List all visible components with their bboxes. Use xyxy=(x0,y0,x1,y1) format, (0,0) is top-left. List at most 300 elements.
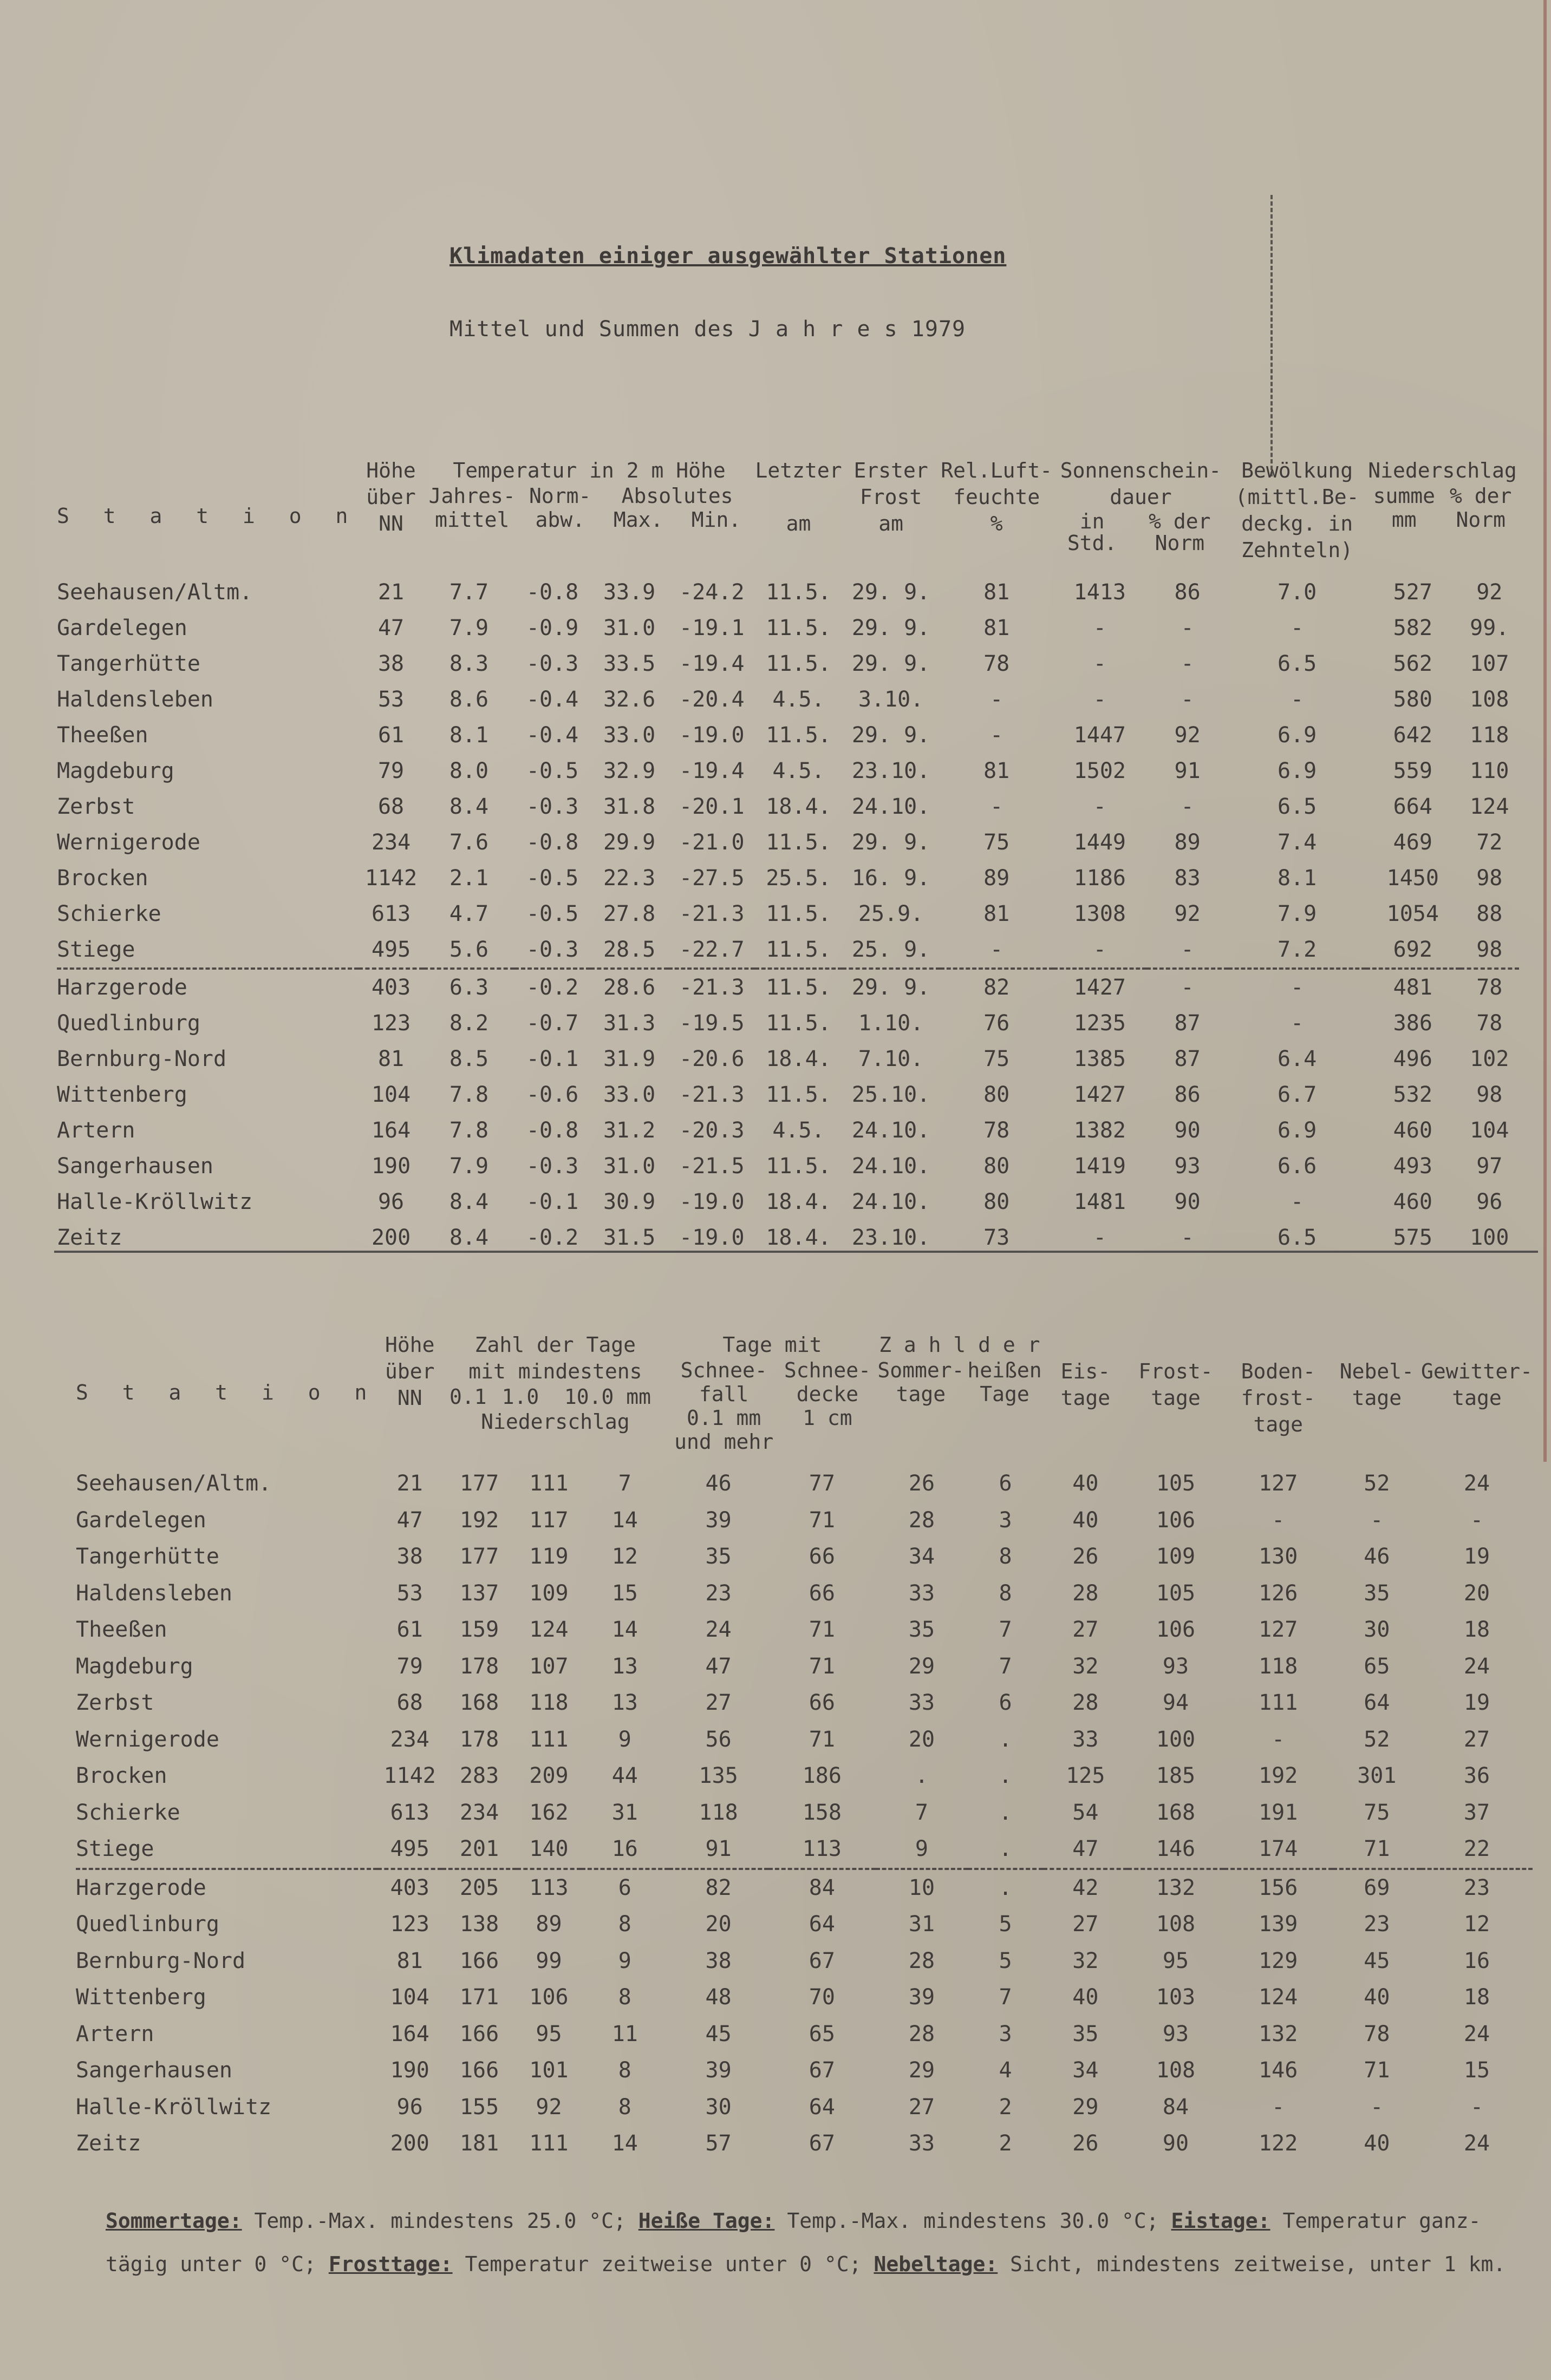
cell-n01: 159 xyxy=(459,1617,499,1642)
cell-fall: 57 xyxy=(705,2131,732,2156)
cell-bew: - xyxy=(1291,1011,1304,1036)
cell-abw: -0.4 xyxy=(526,723,579,748)
cell-n100: 8 xyxy=(618,2058,631,2083)
cell-heiss: 2 xyxy=(999,2094,1012,2120)
cell-eis: 47 xyxy=(1072,1836,1099,1861)
cell-n01: 177 xyxy=(459,1544,499,1569)
cell-min: -19.0 xyxy=(679,723,745,748)
cell-station: Harzgerode xyxy=(57,969,359,1005)
cell-std: 1385 xyxy=(1073,1047,1126,1071)
cell-frost: 108 xyxy=(1156,1912,1196,1937)
cell-pnorm: 92 xyxy=(1174,901,1201,926)
cell-eis: 42 xyxy=(1043,1869,1128,1907)
cell-eis: 40 xyxy=(1072,1471,1099,1496)
cell-pnorm: - xyxy=(1181,616,1194,640)
cell-erster: 29. 9. xyxy=(842,969,940,1005)
cell-letzter: 25.5. xyxy=(766,866,831,891)
cell-max: 31.8 xyxy=(603,794,656,819)
cell-n100: 14 xyxy=(611,2131,638,2156)
cell-n01: 283 xyxy=(459,1763,499,1788)
cell-hoehe: 61 xyxy=(377,723,405,748)
header-tage-mit-schnee: Tage mit Schnee- fall 0.1 mm und mehr Schnee- decke 1 cm xyxy=(674,1333,871,1454)
cell-fall: 35 xyxy=(705,1544,732,1569)
climate-table-annual xyxy=(57,457,1519,1256)
cell-min: -19.4 xyxy=(679,651,745,676)
cell-n10: 106 xyxy=(529,1985,569,2010)
cell-decke: 64 xyxy=(809,2094,835,2120)
cell-summe: 496 xyxy=(1393,1047,1432,1071)
cell-gew: 27 xyxy=(1463,1727,1490,1752)
cell-station: Zeitz xyxy=(76,2131,141,2156)
cell-sommer: 34 xyxy=(908,1544,935,1569)
cell-pnorm: - xyxy=(1181,687,1194,712)
cell-frost: 105 xyxy=(1156,1471,1196,1496)
cell-gew: 19 xyxy=(1463,1544,1490,1569)
cell-heiss: . xyxy=(999,1836,1012,1861)
cell-max: 33.0 xyxy=(603,723,656,748)
cell-hoehe: 68 xyxy=(396,1690,423,1715)
cell-mittel: 8.1 xyxy=(449,723,489,748)
cell-max: 32.6 xyxy=(603,687,656,712)
cell-n100: 13 xyxy=(611,1653,638,1679)
cell-letzter: 11.5. xyxy=(766,937,831,962)
cell-station: Wittenberg xyxy=(76,1985,206,2010)
header-station: S t a t i o n xyxy=(76,1381,378,1404)
cell-feuchte: 80 xyxy=(983,1154,1010,1179)
table-row xyxy=(57,860,1519,896)
cell-std: - xyxy=(1093,616,1106,640)
cell-feuchte: 75 xyxy=(983,830,1010,855)
cell-feuchte: 82 xyxy=(940,969,1053,1005)
cell-mittel: 8.4 xyxy=(449,794,489,819)
cell-erster: 24.10. xyxy=(851,794,930,819)
climate-table-days xyxy=(76,1332,1533,2162)
cell-decke: 71 xyxy=(809,1653,835,1679)
cell-bew: - xyxy=(1291,687,1304,712)
cell-letzter: 11.5. xyxy=(766,723,831,748)
cell-pnorm: 86 xyxy=(1174,1082,1201,1107)
cell-erster: 25.10. xyxy=(851,1082,930,1107)
cell-n10: 119 xyxy=(529,1544,569,1569)
cell-std: 1481 xyxy=(1073,1189,1126,1214)
cell-eis: 54 xyxy=(1072,1800,1099,1825)
dashed-vertical-rule xyxy=(1270,195,1275,476)
cell-hoehe: 495 xyxy=(371,937,411,962)
cell-boden: 111 xyxy=(1259,1690,1298,1715)
cell-bew: 6.5 xyxy=(1278,794,1317,819)
cell-n100: 16 xyxy=(611,1836,638,1861)
cell-sommer: 27 xyxy=(908,2094,935,2120)
table-row xyxy=(57,610,1519,646)
cell-decke: 66 xyxy=(809,1580,835,1606)
cell-n10: 111 xyxy=(529,1471,569,1496)
cell-station: Schierke xyxy=(76,1800,180,1825)
header-nebeltage: Nebel- tage xyxy=(1339,1359,1414,1410)
header-bewoelkung: Bewölkung (mittl.Be- deckg. in Zehnteln) xyxy=(1235,459,1359,562)
cell-hoehe: 53 xyxy=(377,687,405,712)
cell-std: 1186 xyxy=(1073,866,1126,891)
cell-feuchte: 89 xyxy=(983,866,1010,891)
cell-fall: 91 xyxy=(705,1836,732,1861)
cell-erster: 7.10. xyxy=(858,1047,924,1071)
cell-abw: -0.3 xyxy=(526,651,579,676)
cell-station: Tangerhütte xyxy=(76,1544,219,1569)
cell-heiss: 7 xyxy=(999,1653,1012,1679)
cell-station: Zerbst xyxy=(57,794,135,819)
table-row xyxy=(57,646,1519,682)
cell-hoehe: 47 xyxy=(377,616,405,640)
cell-station: Artern xyxy=(57,1118,135,1143)
cell-bew: - xyxy=(1291,1189,1304,1214)
cell-pnorm: 92 xyxy=(1174,723,1201,748)
cell-eis: 34 xyxy=(1072,2058,1099,2083)
cell-hoehe: 81 xyxy=(396,1948,423,1973)
cell-boden: - xyxy=(1272,1507,1285,1533)
cell-station: Magdeburg xyxy=(76,1653,193,1679)
cell-letzter: 4.5. xyxy=(772,687,825,712)
cell-abw: -0.1 xyxy=(526,1047,579,1071)
cell-feuchte: 78 xyxy=(983,651,1010,676)
cell-n100: 15 xyxy=(611,1580,638,1606)
cell-nnorm: 100 xyxy=(1470,1225,1509,1250)
cell-nebel: 52 xyxy=(1364,1727,1390,1752)
cell-heiss: 8 xyxy=(999,1544,1012,1569)
cell-pnorm: 93 xyxy=(1174,1154,1201,1179)
cell-gew: 23 xyxy=(1421,1869,1533,1907)
cell-sommer: . xyxy=(915,1763,929,1788)
cell-heiss: 6 xyxy=(999,1690,1012,1715)
cell-max: 22.3 xyxy=(603,866,656,891)
cell-boden: 118 xyxy=(1259,1653,1298,1679)
cell-nebel: 71 xyxy=(1364,1836,1390,1861)
table-row xyxy=(76,1685,1533,1722)
cell-hoehe: 164 xyxy=(371,1118,411,1143)
table-row xyxy=(76,1831,1533,1869)
cell-boden: 127 xyxy=(1259,1617,1298,1642)
cell-boden: 156 xyxy=(1224,1869,1333,1907)
cell-decke: 70 xyxy=(809,1985,835,2010)
cell-n10: 111 xyxy=(529,1727,569,1752)
cell-eis: 33 xyxy=(1072,1727,1099,1752)
cell-pnorm: - xyxy=(1146,969,1228,1005)
cell-eis: 27 xyxy=(1072,1912,1099,1937)
cell-decke: 84 xyxy=(768,1869,876,1907)
cell-nebel: 23 xyxy=(1364,1912,1390,1937)
cell-boden: 174 xyxy=(1259,1836,1298,1861)
cell-min: -19.0 xyxy=(679,1189,745,1214)
cell-pnorm: - xyxy=(1181,651,1194,676)
cell-n01: 138 xyxy=(459,1912,499,1937)
cell-feuchte: 81 xyxy=(983,759,1010,783)
cell-nebel: 40 xyxy=(1364,1985,1390,2010)
cell-summe: 527 xyxy=(1393,580,1432,605)
table-row xyxy=(57,1148,1519,1184)
cell-abw: -0.3 xyxy=(526,937,579,962)
table-row xyxy=(76,1795,1533,1832)
cell-nnorm: 104 xyxy=(1470,1118,1509,1143)
cell-erster: 1.10. xyxy=(858,1011,924,1036)
cell-frost: 168 xyxy=(1156,1800,1196,1825)
header-zahl-der: Z a h l d e r Sommer- tage heißen Tage xyxy=(877,1333,1042,1406)
cell-letzter: 18.4. xyxy=(766,794,831,819)
cell-min: -19.0 xyxy=(679,1225,745,1250)
cell-boden: 127 xyxy=(1259,1471,1298,1496)
table-row xyxy=(76,1758,1533,1795)
footnote-line-2: tägig unter 0 °C; Frosttage: Temperatur zeitweise unter 0 °C; Nebeltage: Sicht, mindestens zeitweise, unter 1 km. xyxy=(106,2252,1506,2276)
cell-n100: 7 xyxy=(618,1471,631,1496)
cell-gew: - xyxy=(1470,2094,1484,2120)
cell-nnorm: 88 xyxy=(1476,901,1503,926)
cell-letzter: 4.5. xyxy=(772,1118,825,1143)
header-eistage: Eis- tage xyxy=(1060,1359,1111,1410)
cell-gew: 22 xyxy=(1463,1836,1490,1861)
cell-feuchte: - xyxy=(990,937,1003,962)
cell-frost: 103 xyxy=(1156,1985,1196,2010)
cell-n01: 234 xyxy=(459,1800,499,1825)
cell-n100: 13 xyxy=(611,1690,638,1715)
cell-feuchte: 81 xyxy=(983,901,1010,926)
cell-abw: -0.7 xyxy=(526,1011,579,1036)
table-row xyxy=(57,717,1519,753)
cell-bew: 7.2 xyxy=(1278,937,1317,962)
cell-eis: 35 xyxy=(1072,2021,1099,2046)
cell-n100: 9 xyxy=(618,1948,631,1973)
cell-pnorm: 90 xyxy=(1174,1118,1201,1143)
cell-frost: 108 xyxy=(1156,2058,1196,2083)
cell-max: 31.0 xyxy=(603,1154,656,1179)
cell-heiss: 2 xyxy=(999,2131,1012,2156)
cell-abw: -0.5 xyxy=(526,866,579,891)
cell-std: 1413 xyxy=(1073,580,1126,605)
cell-decke: 71 xyxy=(809,1617,835,1642)
cell-bew: - xyxy=(1291,616,1304,640)
cell-bew: 7.0 xyxy=(1278,580,1317,605)
cell-max: 28.6 xyxy=(590,969,668,1005)
cell-boden: 192 xyxy=(1259,1763,1298,1788)
header-temperatur: Temperatur in 2 m Höhe Jahres- mittel Norm- abw. Absolutes Max. Min. xyxy=(428,459,741,532)
table-row xyxy=(57,1077,1519,1113)
cell-heiss: . xyxy=(999,1763,1012,1788)
table-row xyxy=(76,1906,1533,1943)
cell-n10: 113 xyxy=(517,1869,581,1907)
cell-n10: 101 xyxy=(529,2058,569,2083)
cell-min: -21.0 xyxy=(679,830,745,855)
cell-hoehe: 81 xyxy=(377,1047,405,1071)
header-frosttage: Frost- tage xyxy=(1138,1359,1213,1410)
cell-mittel: 8.4 xyxy=(449,1189,489,1214)
cell-heiss: 3 xyxy=(999,2021,1012,2046)
cell-std: 1308 xyxy=(1073,901,1126,926)
cell-n10: 162 xyxy=(529,1800,569,1825)
cell-eis: 40 xyxy=(1072,1507,1099,1533)
table-row xyxy=(76,1943,1533,1980)
cell-n100: 12 xyxy=(611,1544,638,1569)
cell-hoehe: 104 xyxy=(371,1082,411,1107)
cell-abw: -0.2 xyxy=(514,969,590,1005)
cell-erster: 29. 9. xyxy=(851,616,930,640)
cell-summe: 469 xyxy=(1393,830,1432,855)
cell-letzter: 11.5. xyxy=(755,969,842,1005)
cell-gew: 24 xyxy=(1463,1653,1490,1679)
cell-n10: 99 xyxy=(536,1948,562,1973)
cell-nebel: 75 xyxy=(1364,1800,1390,1825)
header-hoehe: Höhe über NN xyxy=(385,1333,435,1410)
cell-frost: 109 xyxy=(1156,1544,1196,1569)
cell-eis: 29 xyxy=(1072,2094,1099,2120)
cell-boden: 129 xyxy=(1259,1948,1298,1973)
cell-std: 1447 xyxy=(1073,723,1126,748)
cell-fall: 24 xyxy=(705,1617,732,1642)
cell-frost: 90 xyxy=(1162,2131,1189,2156)
table-row xyxy=(57,825,1519,860)
cell-gew: - xyxy=(1470,1507,1484,1533)
cell-mittel: 8.5 xyxy=(449,1047,489,1071)
cell-station: Gardelegen xyxy=(57,616,187,640)
cell-gew: 19 xyxy=(1463,1690,1490,1715)
cell-summe: 532 xyxy=(1393,1082,1432,1107)
table-row xyxy=(57,896,1519,932)
table-row xyxy=(57,682,1519,717)
cell-abw: -0.1 xyxy=(526,1189,579,1214)
cell-abw: -0.3 xyxy=(526,794,579,819)
cell-n01: 155 xyxy=(459,2094,499,2120)
cell-pnorm: 86 xyxy=(1174,580,1201,605)
cell-sommer: 28 xyxy=(908,2021,935,2046)
cell-nnorm: 110 xyxy=(1470,759,1509,783)
cell-abw: -0.9 xyxy=(526,616,579,640)
cell-n10: 95 xyxy=(536,2021,562,2046)
cell-hoehe: 613 xyxy=(371,901,411,926)
cell-gew: 15 xyxy=(1463,2058,1490,2083)
cell-decke: 66 xyxy=(809,1690,835,1715)
cell-frost: 95 xyxy=(1162,1948,1189,1973)
table-row xyxy=(76,1722,1533,1758)
cell-eis: 26 xyxy=(1072,2131,1099,2156)
cell-nnorm: 99. xyxy=(1470,616,1509,640)
cell-sommer: 7 xyxy=(915,1800,929,1825)
cell-letzter: 11.5. xyxy=(766,1011,831,1036)
cell-hoehe: 38 xyxy=(396,1544,423,1569)
cell-heiss: . xyxy=(999,1800,1012,1825)
cell-station: Stiege xyxy=(57,937,135,962)
cell-hoehe: 403 xyxy=(359,969,423,1005)
cell-eis: 28 xyxy=(1072,1690,1099,1715)
cell-letzter: 18.4. xyxy=(766,1225,831,1250)
cell-nebel: 46 xyxy=(1364,1544,1390,1569)
cell-n100: 6 xyxy=(581,1869,669,1907)
cell-min: -20.4 xyxy=(679,687,745,712)
cell-frost: 100 xyxy=(1156,1727,1196,1752)
cell-nnorm: 107 xyxy=(1470,651,1509,676)
cell-boden: 124 xyxy=(1259,1985,1298,2010)
cell-nnorm: 78 xyxy=(1476,1011,1503,1036)
cell-decke: 113 xyxy=(802,1836,842,1861)
cell-n10: 92 xyxy=(536,2094,562,2120)
cell-abw: -0.8 xyxy=(526,580,579,605)
cell-nebel: 35 xyxy=(1364,1580,1390,1606)
table-row xyxy=(76,1539,1533,1575)
cell-eis: 32 xyxy=(1072,1948,1099,1973)
cell-frost: 132 xyxy=(1128,1869,1223,1907)
cell-nebel: 65 xyxy=(1364,1653,1390,1679)
cell-n100: 8 xyxy=(618,2094,631,2120)
cell-summe: 582 xyxy=(1393,616,1432,640)
cell-gew: 24 xyxy=(1463,2021,1490,2046)
cell-pnorm: 83 xyxy=(1174,866,1201,891)
cell-summe: 460 xyxy=(1393,1118,1432,1143)
cell-fall: 56 xyxy=(705,1727,732,1752)
cell-pnorm: 87 xyxy=(1174,1047,1201,1071)
cell-hoehe: 234 xyxy=(390,1727,429,1752)
cell-n01: 171 xyxy=(459,1985,499,2010)
cell-hoehe: 123 xyxy=(371,1011,411,1036)
cell-boden: 132 xyxy=(1259,2021,1298,2046)
cell-station: Zeitz xyxy=(57,1225,122,1250)
cell-mittel: 7.9 xyxy=(449,616,489,640)
cell-frost: 146 xyxy=(1156,1836,1196,1861)
cell-hoehe: 164 xyxy=(390,2021,429,2046)
cell-std: 1419 xyxy=(1073,1154,1126,1179)
cell-sommer: 10 xyxy=(876,1869,968,1907)
cell-station: Stiege xyxy=(76,1836,154,1861)
cell-std: - xyxy=(1093,651,1106,676)
cell-std: 1382 xyxy=(1073,1118,1126,1143)
cell-frost: 84 xyxy=(1162,2094,1189,2120)
cell-n100: 31 xyxy=(611,1800,638,1825)
cell-bew: 6.9 xyxy=(1278,723,1317,748)
cell-summe: 642 xyxy=(1393,723,1432,748)
cell-hoehe: 123 xyxy=(390,1912,429,1937)
cell-mittel: 7.7 xyxy=(449,580,489,605)
cell-feuchte: 81 xyxy=(983,580,1010,605)
cell-station: Theeßen xyxy=(57,723,148,748)
document-title: Klimadaten einiger ausgewählter Stationen xyxy=(449,244,1007,269)
cell-bew: 6.9 xyxy=(1278,759,1317,783)
cell-std: 1449 xyxy=(1073,830,1126,855)
cell-feuchte: - xyxy=(990,794,1003,819)
cell-n100: 8 xyxy=(618,1985,631,2010)
cell-station: Sangerhausen xyxy=(76,2058,232,2083)
cell-sommer: 33 xyxy=(908,2131,935,2156)
cell-nnorm: 108 xyxy=(1470,687,1509,712)
cell-nebel: 78 xyxy=(1364,2021,1390,2046)
cell-nnorm: 97 xyxy=(1476,1154,1503,1179)
cell-bew: 6.6 xyxy=(1278,1154,1317,1179)
cell-fall: 118 xyxy=(699,1800,738,1825)
cell-sommer: 33 xyxy=(908,1690,935,1715)
cell-n01: 168 xyxy=(459,1690,499,1715)
cell-station: Wernigerode xyxy=(57,830,200,855)
cell-hoehe: 403 xyxy=(377,1869,442,1907)
cell-sommer: 9 xyxy=(915,1836,929,1861)
table-row xyxy=(57,1184,1519,1220)
cell-hoehe: 47 xyxy=(396,1507,423,1533)
cell-max: 30.9 xyxy=(603,1189,656,1214)
cell-pnorm: 90 xyxy=(1174,1189,1201,1214)
cell-hoehe: 1142 xyxy=(364,866,418,891)
cell-pnorm: 89 xyxy=(1174,830,1201,855)
cell-hoehe: 53 xyxy=(396,1580,423,1606)
cell-mittel: 7.6 xyxy=(449,830,489,855)
cell-abw: -0.6 xyxy=(526,1082,579,1107)
cell-min: -20.3 xyxy=(679,1118,745,1143)
cell-station: Wernigerode xyxy=(76,1727,219,1752)
cell-erster: 24.10. xyxy=(851,1189,930,1214)
cell-letzter: 18.4. xyxy=(766,1047,831,1071)
cell-decke: 71 xyxy=(809,1507,835,1533)
cell-nebel: - xyxy=(1370,2094,1384,2120)
cell-bew: 6.5 xyxy=(1278,1225,1317,1250)
